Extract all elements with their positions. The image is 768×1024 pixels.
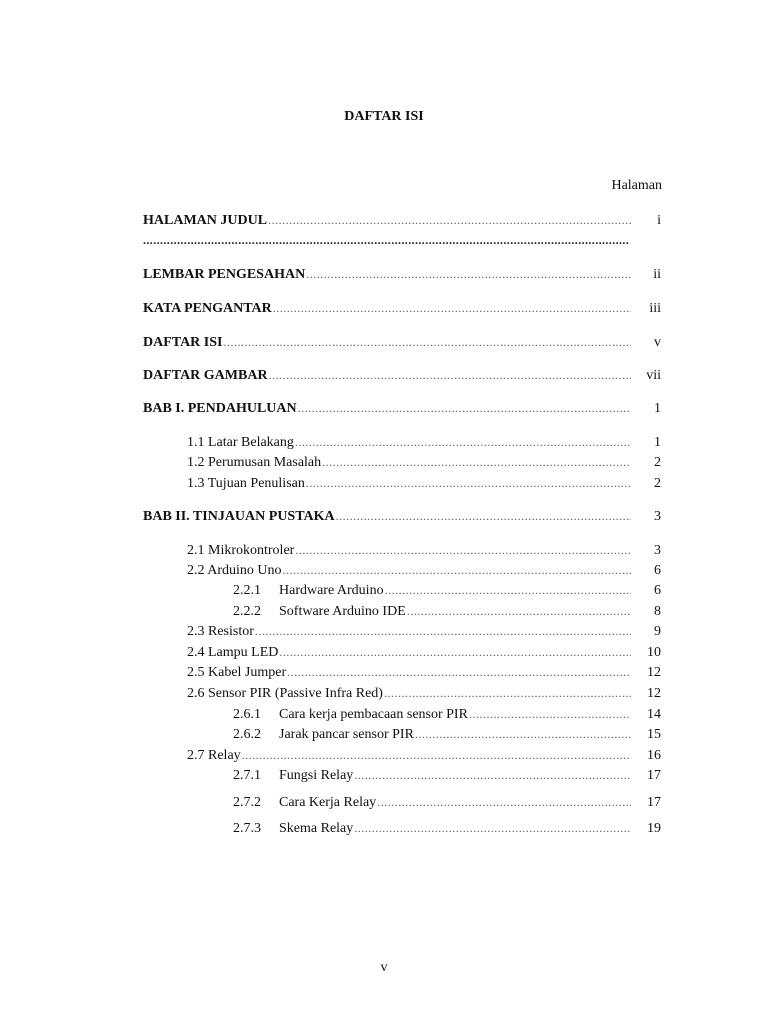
dot-leader (354, 818, 631, 838)
toc-section-entry (187, 473, 661, 493)
toc-entry-page: 19 (647, 821, 661, 836)
dot-leader (385, 580, 631, 600)
dot-leader (255, 621, 631, 641)
toc-section-entry (187, 683, 661, 703)
toc-entry-title: 2.1 Mikrokontroler (187, 543, 295, 558)
toc-section-entry (187, 560, 661, 580)
toc-entry-title: Jarak pancar sensor PIR (279, 727, 414, 742)
toc-entry-page: 6 (654, 563, 661, 578)
footer-page-number: v (380, 960, 388, 975)
page-title: DAFTAR ISI (344, 109, 424, 124)
toc-chapter-entry (143, 365, 661, 385)
toc-section-entry (187, 540, 661, 560)
toc-entry-title: 2.6 Sensor PIR (Passive Infra Red) (187, 686, 383, 701)
toc-entry-page: v (654, 335, 661, 350)
dot-leader (268, 210, 631, 230)
toc-entry-page: 2 (654, 455, 661, 470)
toc-subsection-entry (233, 724, 661, 744)
dot-leader (269, 365, 631, 385)
toc-entry-page: 6 (654, 583, 661, 598)
toc-entry-title: 1.2 Perumusan Masalah (187, 455, 322, 470)
toc-entry-title: 2.4 Lampu LED (187, 645, 279, 660)
dot-leader (384, 683, 631, 703)
dot-leader (223, 332, 631, 352)
toc-entry-page: 16 (647, 748, 661, 763)
toc-entry-title: 2.2 Arduino Uno (187, 563, 282, 578)
toc-entry-number: 2.7.3 (233, 821, 261, 836)
toc-section-entry (187, 745, 661, 765)
toc-entry-title: Skema Relay (279, 821, 354, 836)
toc-subsection-entry (233, 792, 661, 812)
toc-entry-title: HALAMAN JUDUL (143, 213, 268, 228)
dot-leader (306, 264, 631, 284)
toc-entry-page: 12 (647, 686, 661, 701)
toc-entry-title: BAB I. PENDAHULUAN (143, 401, 297, 416)
dot-leader (336, 506, 631, 526)
toc-chapter-entry (143, 398, 661, 418)
dot-leader (298, 398, 631, 418)
toc-entry-title: Cara kerja pembacaan sensor PIR (279, 707, 468, 722)
toc-chapter-entry (143, 298, 661, 318)
toc-section-entry (187, 452, 661, 472)
dot-leader (469, 704, 631, 724)
toc-entry-page: 9 (654, 624, 661, 639)
dot-leader (242, 745, 631, 765)
toc-entry-title: DAFTAR ISI (143, 335, 223, 350)
toc-entry-title: KATA PENGANTAR (143, 301, 272, 316)
toc-entry-title: Fungsi Relay (279, 768, 354, 783)
toc-entry-title: 2.7 Relay (187, 748, 241, 763)
dot-leader (295, 432, 631, 452)
toc-entry-page: 3 (654, 509, 661, 524)
dot-leader (415, 724, 631, 744)
toc-entry-page: 1 (654, 435, 661, 450)
dot-leader (283, 560, 632, 580)
toc-entry-title: DAFTAR GAMBAR (143, 368, 268, 383)
toc-entry-title: Hardware Arduino (279, 583, 384, 598)
toc-entry-title: 2.3 Resistor (187, 624, 254, 639)
toc-section-entry (187, 432, 661, 452)
dot-leader (354, 765, 631, 785)
toc-section-entry (187, 621, 661, 641)
dot-leader (322, 452, 631, 472)
dot-leader (273, 298, 631, 318)
toc-entry-title: LEMBAR PENGESAHAN (143, 267, 306, 282)
dot-leader (295, 540, 631, 560)
toc-entry-number: 2.2.2 (233, 604, 261, 619)
toc-entry-title: Cara Kerja Relay (279, 795, 377, 810)
dot-leader (306, 473, 631, 493)
toc-entry-title: Software Arduino IDE (279, 604, 406, 619)
toc-entry-page: 15 (647, 727, 661, 742)
toc-entry-title: 2.5 Kabel Jumper (187, 665, 287, 680)
toc-subsection-entry (233, 765, 661, 785)
toc-entry-title: 1.3 Tujuan Penulisan (187, 476, 305, 491)
toc-entry-number: 2.6.1 (233, 707, 261, 722)
toc-entry-page: 2 (654, 476, 661, 491)
toc-entry-number: 2.2.1 (233, 583, 261, 598)
toc-entry-page: 10 (647, 645, 661, 660)
toc-entry-page: i (657, 213, 661, 228)
toc-chapter-entry (143, 264, 661, 284)
dot-leader (377, 792, 631, 812)
toc-entry-page: vii (646, 368, 661, 383)
toc-entry-page: 12 (647, 665, 661, 680)
dot-leader (287, 662, 631, 682)
dotted-leader-line (143, 233, 630, 247)
dot-leader (279, 642, 631, 662)
toc-section-entry (187, 662, 661, 682)
toc-entry-number: 2.6.2 (233, 727, 261, 742)
toc-subsection-entry (233, 580, 661, 600)
toc-entry-title: 1.1 Latar Belakang (187, 435, 294, 450)
toc-entry-page: ii (653, 267, 661, 282)
toc-entry-page: 14 (647, 707, 661, 722)
toc-entry-page: 8 (654, 604, 661, 619)
toc-entry-title: BAB II. TINJAUAN PUSTAKA (143, 509, 335, 524)
toc-chapter-entry (143, 506, 661, 526)
dot-leader (407, 601, 631, 621)
toc-chapter-entry (143, 210, 661, 230)
toc-subsection-entry (233, 818, 661, 838)
toc-entry-page: 17 (647, 768, 661, 783)
toc-entry-page: 1 (654, 401, 661, 416)
toc-entry-number: 2.7.1 (233, 768, 261, 783)
toc-subsection-entry (233, 601, 661, 621)
toc-section-entry (187, 642, 661, 662)
toc-subsection-entry (233, 704, 661, 724)
page-column-label: Halaman (611, 178, 662, 193)
toc-entry-page: iii (649, 301, 661, 316)
toc-chapter-entry (143, 332, 661, 352)
toc-entry-page: 3 (654, 543, 661, 558)
toc-entry-number: 2.7.2 (233, 795, 261, 810)
toc-entry-page: 17 (647, 795, 661, 810)
